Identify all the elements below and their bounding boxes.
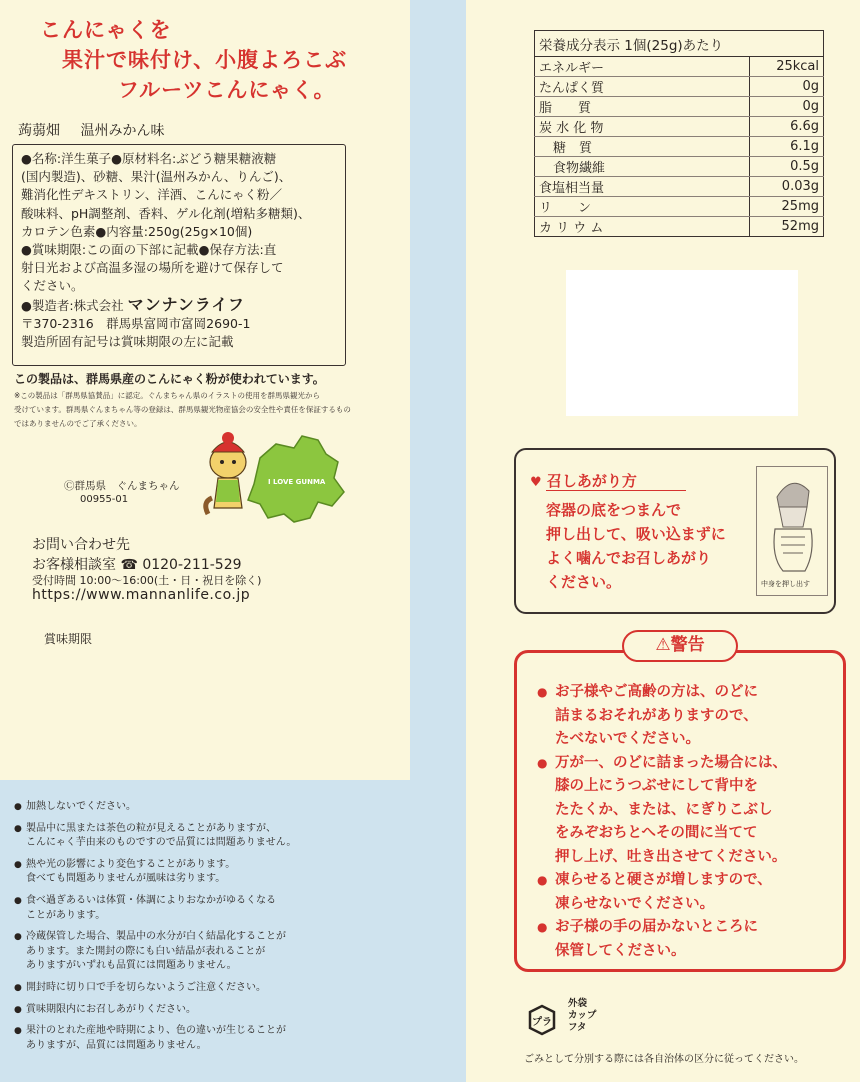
how-to-eat-line: よく噛んでお召しあがり — [546, 549, 712, 567]
info-line: (国内製造)、砂糖、果汁(温州みかん、りんご)、 — [21, 169, 292, 185]
note-line: ● 製品中に黒または茶色の粒が見えることがありますが、 — [26, 822, 276, 834]
squeeze-container-illustration — [756, 466, 828, 596]
nutrient-name: エネルギー — [535, 57, 750, 77]
gunma-badge-text: I LOVE GUNMA — [268, 478, 326, 486]
nutrient-value: 25mg — [750, 197, 824, 217]
plastic-recycle-icon — [524, 1002, 560, 1038]
warning-line: たべないでください。 — [555, 731, 700, 747]
warning-line: 押し上げ、吐き出させてください。 — [555, 848, 787, 865]
warning-line: 凍らせないでください。 — [555, 895, 715, 912]
note-item — [14, 800, 404, 815]
warning-line: ● お子様やご高齢の方は、のどに — [555, 684, 758, 700]
info-line: カロテン色素●内容量:250g(25g×10個) — [21, 223, 253, 239]
maker-address: 〒370-2316 群馬県富岡市富岡2690-1 — [21, 315, 251, 331]
note-item — [14, 858, 404, 887]
note-item — [14, 930, 404, 974]
note-line: 食べても問題ありませんが風味は劣ります。 — [26, 873, 226, 885]
info-line: ●賞味期限:この面の下部に記載●保存方法:直 — [21, 242, 277, 258]
nutrient-name: リ ン — [535, 197, 750, 217]
nutrition-table — [534, 30, 824, 237]
recycle-part: 外袋 — [568, 998, 588, 1009]
warning-line: をみぞおちとへその間に当てて — [555, 825, 758, 841]
warning-line: たたくか、または、にぎりこぶし — [555, 801, 773, 818]
nutrient-name: 糖 質 — [535, 137, 750, 157]
hand-squeeze-icon — [757, 467, 827, 577]
recycle-part: フタ — [568, 1022, 587, 1033]
warning-line: 詰まるおそれがありますので、 — [555, 707, 758, 724]
contact-heading: お問い合わせ先 — [32, 537, 130, 553]
warning-item — [537, 916, 787, 963]
nutrient-name: 脂 質 — [535, 97, 750, 117]
origin-note: この製品は、群馬県産のこんにゃく粉が使われています。 — [14, 372, 325, 386]
recycle-mark-text: プラ — [532, 1017, 552, 1028]
nutrient-value: 6.6g — [750, 117, 824, 137]
warning-line: ● 凍らせると硬さが増しますので、 — [555, 872, 772, 888]
warning-line: 膝の上にうつぶせにして背中を — [555, 778, 758, 794]
note-line: ● 果汁のとれた産地や時期により、色の違いが生じることが — [26, 1025, 286, 1037]
info-line: ください。 — [21, 278, 84, 294]
tagline-line-1: こんにゃくを — [40, 17, 172, 42]
how-to-eat-title-text: 召しあがり方 — [546, 472, 637, 490]
caution-notes — [14, 800, 404, 1060]
warning-line: ● お子様の手の届かないところに — [555, 919, 758, 935]
nutrition-row — [535, 197, 824, 217]
nutrient-name: カ リ ウ ム — [535, 217, 750, 237]
lot-number-blank-area — [566, 270, 798, 416]
nutrition-title: 栄養成分表示 1個(25g)あたり — [535, 31, 824, 57]
how-to-eat-box — [514, 448, 836, 614]
mascot-disclaimer: ※この製品は「群馬県協賛品」に認定。ぐんまちゃん県のイラストの使用を群馬県観光から — [14, 391, 321, 400]
info-line: 射日光および高温多湿の場所を避けて保存して — [21, 260, 284, 276]
gunma-mascot-illustration — [198, 418, 348, 536]
maker-line — [21, 296, 337, 315]
note-line: ● 賞味期限内にお召しあがりください。 — [26, 1003, 196, 1015]
tagline-line-3: フルーツこんにゃく。 — [118, 77, 336, 102]
nutrient-value: 6.1g — [750, 137, 824, 157]
nutrient-value: 0g — [750, 77, 824, 97]
maker-logo: マンナンライフ — [127, 295, 245, 314]
info-line: 難消化性デキストリン、洋酒、こんにゃく粉／ — [21, 187, 283, 203]
note-line: ● 加熱しないでください。 — [26, 801, 136, 812]
note-line: ありますが、品質には問題ありません。 — [26, 1039, 207, 1051]
mascot-disclaimer: ではありませんのでご了承ください。 — [14, 419, 142, 428]
warning-line: 保管してください。 — [555, 942, 686, 959]
nutrition-row — [535, 77, 824, 97]
nutrient-value: 0.5g — [750, 157, 824, 177]
note-line: ● 食べ過ぎあるいは体質・体調によりおなかがゆるくなる — [26, 894, 276, 906]
nutrition-row — [535, 217, 824, 237]
recycle-parts-label — [568, 998, 596, 1034]
how-to-eat-instructions — [546, 498, 726, 594]
warning-items — [537, 681, 787, 963]
warning-box — [514, 650, 846, 972]
nutrient-value: 0.03g — [750, 177, 824, 197]
nutrition-row — [535, 137, 824, 157]
divider-strip — [410, 0, 466, 1082]
best-before-label: 賞味期限 — [44, 632, 93, 646]
nutrient-value: 25kcal — [750, 57, 824, 77]
contact-phone: お客様相談室 ☎ 0120-211-529 — [32, 557, 242, 573]
note-item — [14, 822, 404, 851]
note-item — [14, 1003, 404, 1018]
nutrition-row — [535, 177, 824, 197]
nutrient-name: 食塩相当量 — [535, 177, 750, 197]
note-item — [14, 894, 404, 923]
mascot-copyright: Ⓒ群馬県 ぐんまちゃん — [64, 480, 180, 492]
disposal-note: ごみとして分別する際には各自治体の区分に従ってください。 — [524, 1054, 804, 1065]
note-item — [14, 981, 404, 996]
contact-hours: 受付時間 10:00〜16:00(土・日・祝日を除く) — [32, 574, 262, 587]
mascot-disclaimer: 受けています。群馬県ぐんまちゃん等の登録は、群馬県観光物産協会の安全性や責任を保証するもの — [14, 405, 351, 414]
warning-item — [537, 752, 787, 870]
info-line: ●名称:洋生菓子●原材料名:ぶどう糖果糖液糖 — [21, 151, 277, 166]
note-item — [14, 1024, 404, 1053]
how-to-eat-line: 容器の底をつまんで — [546, 501, 682, 519]
product-flavor: 温州みかん味 — [80, 123, 165, 139]
maker-prefix: ●製造者:株式会社 — [21, 297, 124, 313]
warning-badge: ⚠警告 — [622, 630, 738, 662]
factory-note: 製造所固有記号は賞味期限の左に記載 — [21, 334, 234, 350]
nutrition-row — [535, 57, 824, 77]
nutrient-value: 0g — [750, 97, 824, 117]
product-name — [18, 120, 164, 140]
note-line: ● 熱や光の影響により変色することがあります。 — [26, 858, 236, 870]
tagline-line-2: 果汁で味付け、小腹よろこぶ — [62, 47, 348, 72]
how-to-eat-title — [530, 470, 637, 491]
note-line: ● 冷蔵保管した場合、製品中の水分が白く結晶化することが — [26, 931, 286, 943]
nutrient-name: 食物繊維 — [535, 157, 750, 177]
illustration-caption: 中身を押し出す — [761, 580, 810, 588]
note-line: こんにゃく芋由来のものですので品質には問題ありません。 — [26, 837, 297, 849]
ingredients-box — [12, 144, 346, 366]
heart-icon: ♥ — [530, 475, 542, 490]
warning-item — [537, 869, 787, 916]
nutrition-row — [535, 97, 824, 117]
nutrition-row — [535, 117, 824, 137]
recycle-part: カップ — [568, 1010, 597, 1021]
how-to-eat-underline — [546, 490, 686, 491]
nutrient-value: 52mg — [750, 217, 824, 237]
note-line: あります。また開封の際にも白い結晶が表れることが — [26, 945, 266, 957]
how-to-eat-line: 押し出して、吸い込まずに — [546, 525, 726, 543]
contact-url[interactable]: https://www.mannanlife.co.jp — [32, 587, 251, 603]
warning-line: ● 万が一、のどに詰まった場合には、 — [555, 754, 787, 771]
warning-item — [537, 681, 787, 752]
nutrient-name: 炭 水 化 物 — [535, 117, 750, 137]
nutrition-row — [535, 157, 824, 177]
note-line: ● 開封時に切り口で手を切らないようご注意ください。 — [26, 981, 266, 993]
product-brand: 蒟蒻畑 — [18, 123, 60, 139]
info-line: 酸味料、pH調整剤、香料、ゲル化剤(増粘多糖類)、 — [21, 205, 311, 221]
nutrient-name: たんぱく質 — [535, 77, 750, 97]
mascot-copyright-code: 00955-01 — [80, 494, 129, 505]
note-line: ことがあります。 — [26, 909, 106, 921]
how-to-eat-line: ください。 — [546, 573, 622, 591]
note-line: ありますがいずれも品質には問題ありません。 — [26, 960, 237, 972]
